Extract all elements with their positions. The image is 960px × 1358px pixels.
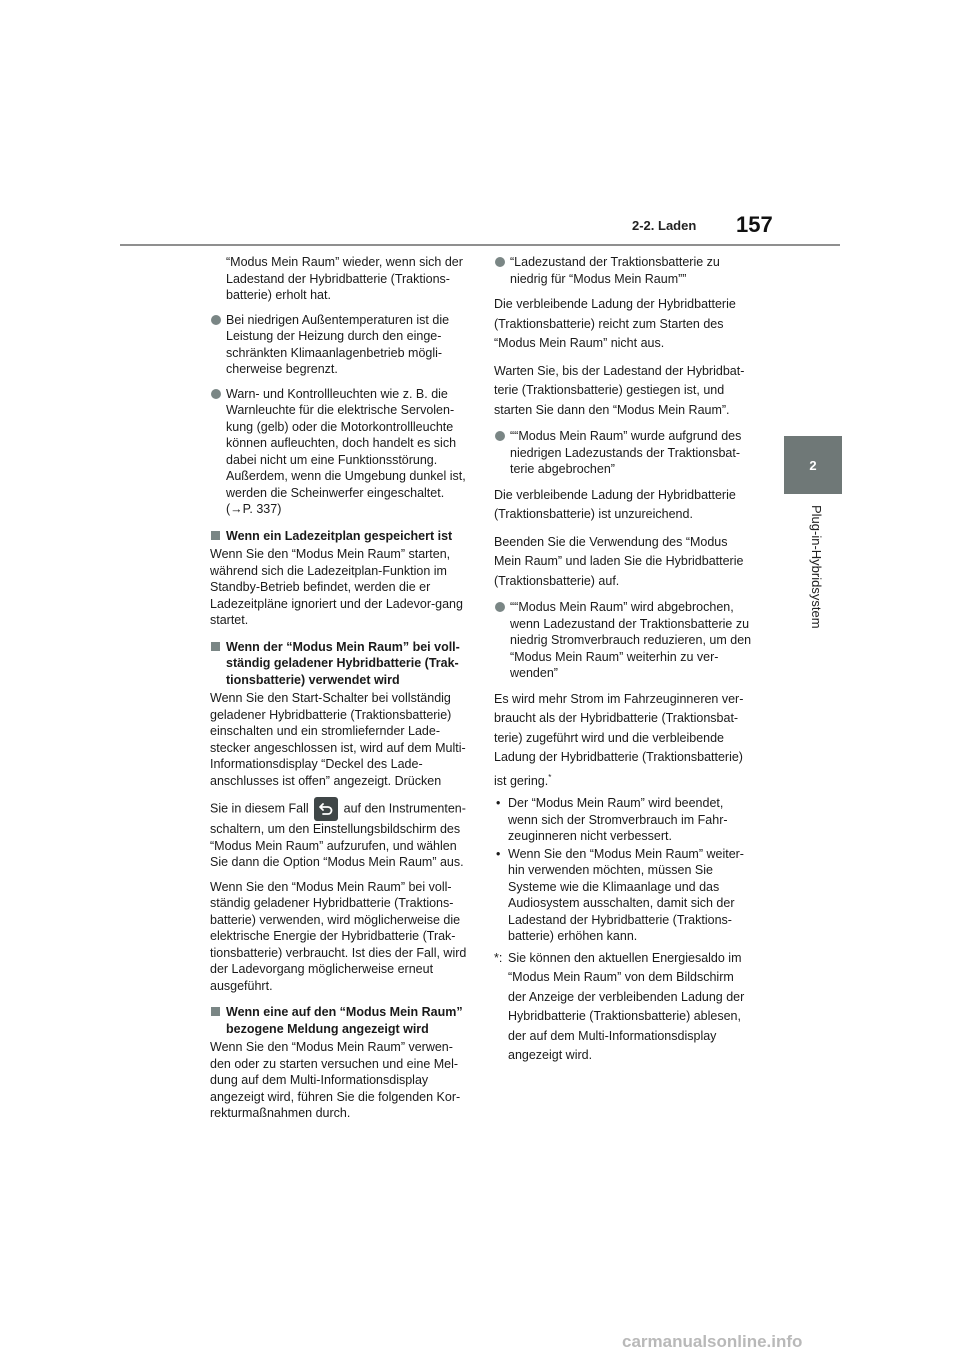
dash-bullet: •: [496, 796, 501, 811]
right-column: [494, 254, 752, 1066]
bullet-icon: [495, 431, 505, 441]
footnote-text: Sie können den aktuellen Energiesaldo im “Modus Mein Raum” von dem Bildschirm der Anzeige der verbleibenden Ladung der Hybridbatterie (Traktionsbatterie) ablesen, der auf dem Multi-Informationsdisplay angezeigt wird.: [508, 950, 745, 1063]
footnote: [494, 949, 752, 1066]
paragraph: Warten Sie, bis der Ladestand der Hybridbat-terie (Traktionsbatterie) gestiegen ist, und starten Sie dann den “Modus Mein Raum”.: [494, 363, 745, 417]
paragraph-text: Sie in diesem Fall: [210, 801, 309, 816]
section-title: 2-2. Laden: [632, 218, 697, 233]
list-item: [210, 312, 468, 378]
watermark: carmanualsonline.info: [622, 1332, 803, 1351]
back-arrow-icon: [314, 797, 338, 821]
paragraph-text: Es wird mehr Strom im Fahrzeuginneren ver-braucht als der Hybridbatterie (Traktionsbat-terie) zugeführt wird und die verbleibende Ladung der Hybridbatterie (Traktionsbatterie) ist gering.: [494, 691, 744, 788]
list-item: [494, 846, 752, 945]
paragraph-text: auf den Instrumenten-schaltern, um den Einstellungsbildschirm des “Modus Mein Raum” aufzurufen, und wählen Sie dann die Option “Modus Mein Raum” aus.: [210, 801, 466, 869]
list-item: [494, 428, 752, 478]
paragraph: Die verbleibende Ladung der Hybridbatterie (Traktionsbatterie) ist unzureichend.: [494, 487, 736, 521]
list-item: [494, 254, 752, 287]
header-divider: [120, 244, 840, 246]
intro-text: “Modus Mein Raum” wieder, wenn sich der Ladestand der Hybridbatterie (Traktions-batterie) erholt hat.: [226, 255, 463, 302]
paragraph: Beenden Sie die Verwendung des “Modus Mein Raum” und laden Sie die Hybridbatterie (Traktionsbatterie) auf.: [494, 534, 744, 588]
paragraph: Wenn Sie den “Modus Mein Raum” verwen-den oder zu starten versuchen und eine Mel-dung auf dem Multi-Informationsdisplay angezeigt wird, führen Sie die folgenden Kor-rekturmaßnahmen durch.: [210, 1040, 461, 1120]
bullet-text: “Ladezustand der Traktionsbatterie zu niedrig für “Modus Mein Raum””: [510, 255, 720, 286]
list-item: [210, 386, 468, 518]
square-bullet-icon: [211, 531, 220, 540]
section-heading: [210, 1004, 468, 1037]
bullet-icon: [495, 257, 505, 267]
dash-text: Der “Modus Mein Raum” wird beendet, wenn sich der Stromverbrauch im Fahr-zeuginneren nicht verbessert.: [508, 796, 728, 844]
bullet-text: Warn- und Kontrollleuchten wie z. B. die Warnleuchte für die elektrische Servolen-kung (gelb) oder die Motorkontrollleuchte können aufleuchten, doch handelt es sich dabei nicht um eine Funktionsstörung. Außerdem, wenn die Umgebung dunkel ist, werden die Scheinwerfer eingeschaltet. (→P. 337): [226, 386, 466, 516]
heading-text: Wenn ein Ladezeitplan gespeichert ist: [226, 528, 453, 543]
square-bullet-icon: [211, 642, 220, 651]
paragraph-with-footnote: [494, 690, 752, 792]
paragraph: Wenn Sie den “Modus Mein Raum” starten, während sich die Ladezeitplan-Funktion im Standby-Betrieb befindet, werden die er Ladezeitpläne ignoriert und der Ladevor-gang startet.: [210, 547, 463, 627]
section-heading: [210, 639, 468, 689]
chapter-tab: 2: [784, 436, 842, 494]
paragraph: Die verbleibende Ladung der Hybridbatterie (Traktionsbatterie) reicht zum Starten des “Modus Mein Raum” nicht aus.: [494, 297, 736, 350]
section-heading: [210, 528, 468, 545]
heading-text: Wenn der “Modus Mein Raum” bei voll-ständig geladener Hybridbatterie (Trak-tionsbatterie) verwendet wird: [226, 639, 460, 687]
footnote-reference: *: [548, 772, 552, 782]
square-bullet-icon: [211, 1007, 220, 1016]
bullet-icon: [211, 389, 221, 399]
chapter-tab-label: Plug-in-Hybridsystem: [809, 505, 824, 629]
dash-bullet: •: [496, 846, 501, 861]
paragraph: Wenn Sie den Start-Schalter bei vollständig geladener Hybridbatterie (Traktionsbatterie) einschalten und ein stromliefernder Lade-stecker angeschlossen ist, wird auf dem Multi-Informationsdisplay “Deckel des Lade-anschlusses ist offen” angezeigt. Drücken: [210, 691, 466, 788]
dash-text: Wenn Sie den “Modus Mein Raum” weiter-hin verwenden möchten, müssen Sie Systeme wie die Klimaanlage und das Audiosystem ausschalten, damit sich der Ladestand der Hybridbatterie (Traktions-batterie) erhöhen kann.: [508, 846, 744, 944]
bullet-icon: [211, 315, 221, 325]
page-number: 157: [736, 212, 773, 237]
bullet-text: ““Modus Mein Raum” wurde aufgrund des niedrigen Ladezustands der Traktionsbat-terie abgebrochen”: [510, 429, 742, 476]
bullet-text: ““Modus Mein Raum” wird abgebrochen, wenn Ladezustand der Traktionsbatterie zu niedrig Stromverbrauch reduzieren, um den “Modus Mein Raum” weiterhin zu ver-wenden”: [510, 600, 752, 680]
paragraph: Wenn Sie den “Modus Mein Raum” bei voll-ständig geladener Hybridbatterie (Traktions-batterie) verwenden, wird möglicherweise die elektrische Energie der Hybridbatterie (Trak-tionsbatterie) verbraucht. Ist dies der Fall, wird der Ladevorgang möglicherweise erneut ausgeführt.: [210, 879, 467, 993]
list-item: [494, 599, 752, 682]
footnote-label: *:: [494, 950, 503, 965]
left-column: [210, 254, 468, 1130]
bullet-text: Bei niedrigen Außentemperaturen ist die Leistung der Heizung durch den einge-schränkten Klimaanlagenbetrieb mögli-cherweise begrenzt.: [226, 312, 450, 376]
list-item: [494, 795, 752, 845]
paragraph-with-icon: [210, 797, 468, 871]
heading-text: Wenn eine auf den “Modus Mein Raum” bezogene Meldung angezeigt wird: [226, 1005, 463, 1036]
bullet-icon: [495, 602, 505, 612]
